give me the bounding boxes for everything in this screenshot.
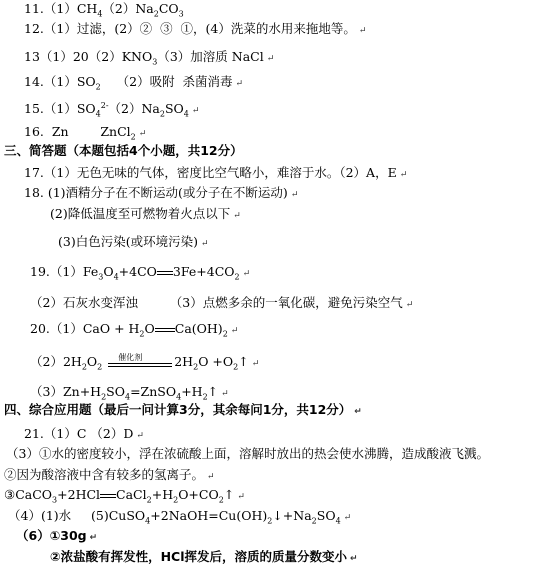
section-4-title: 四、综合应用题（最后一问计算3分，其余每问1分，共12分） ↵ — [4, 402, 362, 417]
answer-19a: $19.(1)Fe_3O_4+4CO$ $3Fe+4CO_2$ ↵ — [30, 264, 251, 282]
return-mark: ↵ — [358, 26, 367, 36]
answer-20c: $(3)Zn+H_2SO_4=ZnSO_4+H_2↑$ ↵ — [30, 384, 229, 402]
answer-16: 16. Zn ZnCl$_2$ ↵ — [24, 124, 147, 142]
answer-18c: (3)白色污染(或环境污染) ↵ — [58, 234, 209, 249]
answer-19b: （2）石灰水变浑浊 （3）点燃多余的一氧化碳，避免污染空气 ↵ — [30, 295, 414, 310]
answer-21-6b: ②浓盐酸有挥发性，HCl挥发后，溶质的质量分数变小 ↵ — [50, 549, 358, 564]
answer-21-6a: （6）①30g ↵ — [16, 528, 98, 543]
answer-21-3b: ②因为酸溶液中含有较多的氢离子。 ↵ — [4, 467, 215, 482]
answer-20b: $(2)2H_2O_2$ 催化剂 $2H_2O$ $+O_2↑$ ↵ — [30, 352, 260, 372]
answer-20a: $20.(1)CaO + H_2O$ $Ca(OH)_2$ ↵ — [30, 321, 239, 339]
answer-18b: (2)降低温度至可燃物着火点以下 ↵ — [50, 206, 241, 221]
answer-14: $14.(1)SO_2$ （2）吸附 杀菌消毒 ↵ — [24, 74, 244, 92]
section-3-title: 三、简答题（本题包括4个小题，共12分） — [4, 143, 243, 158]
answer-21: 21.（1）C （2）D ↵ — [24, 426, 144, 441]
answer-13: $13(1)20(2)KNO_3(3)$加溶质 NaCl ↵ — [24, 49, 275, 67]
answer-17: 17.（1）无色无味的气体，密度比空气略小，难溶于水。（2）A，E ↵ — [24, 165, 408, 180]
answer-18a: 18. (1)酒精分子在不断运动(或分子在不断运动) ↵ — [24, 185, 299, 200]
answer-12: 12.（1）过滤，(2）② ③ ①，(4）洗菜的水用来拖地等。 ↵ — [24, 21, 367, 36]
answer-21-4: （4）(1)水 $(5)CuSO_4+2NaOH=Cu(OH)_2↓+Na_2SO_4$ ↵ — [8, 508, 352, 526]
reaction-condition: 催化剂 — [108, 355, 172, 371]
answer-11: $11.(1)CH_4(2)Na_2CO_3$ — [24, 1, 184, 19]
answer-21-3a: （3）①水的密度较小，浮在浓硫酸上面，溶解时放出的热会使水沸腾，造成酸液飞溅。 — [6, 446, 489, 461]
answer-21-3c: ③CaCO$_3$+2HCl $CaCl_2+H_2O+CO_2↑$ ↵ — [4, 487, 245, 505]
answer-15: $15.(1)SO_4^{2-}(2)Na_2SO_4$ ↵ — [24, 100, 200, 119]
